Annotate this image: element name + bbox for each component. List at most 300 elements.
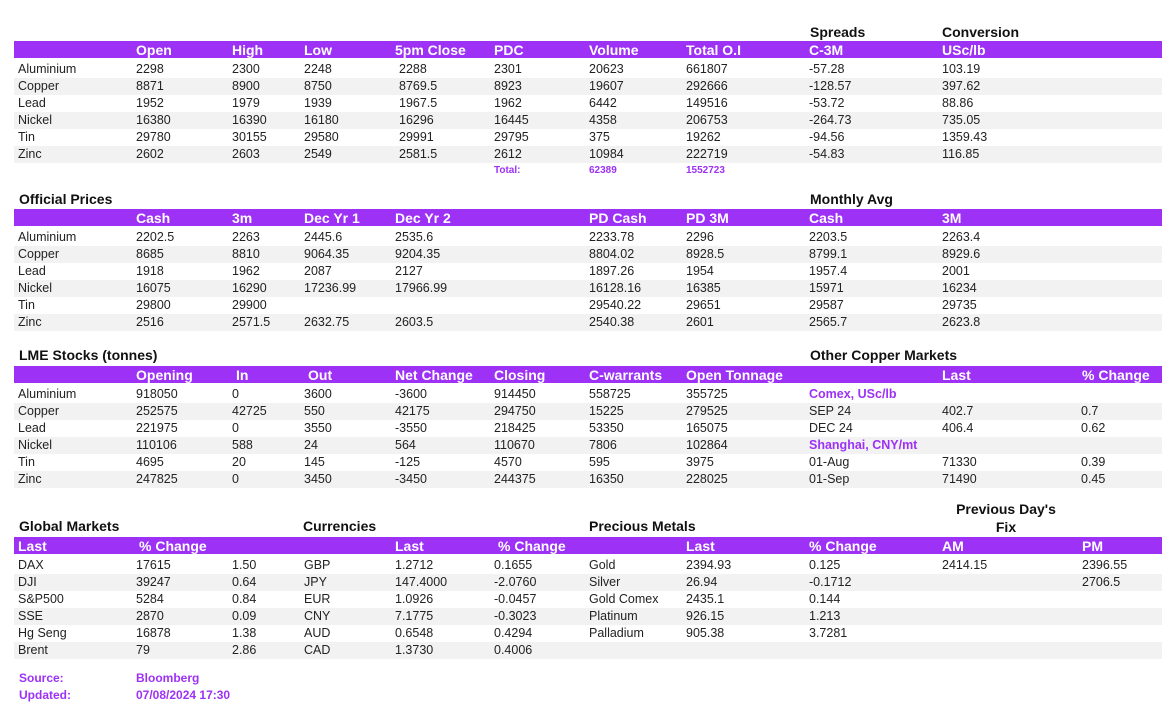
- table-cell: 1979: [232, 96, 260, 110]
- table-cell: 5284: [136, 592, 164, 606]
- table-cell: 4358: [589, 113, 617, 127]
- table-row: [14, 403, 1162, 420]
- col-5pm-close: 5pm Close: [395, 42, 466, 58]
- table-cell: 2603: [232, 147, 260, 161]
- table-cell: 2300: [232, 62, 260, 76]
- previous-day-fix-title: [930, 500, 1082, 536]
- table-cell: -94.56: [809, 130, 845, 144]
- stocks-header-bar: [14, 366, 1162, 383]
- table-cell: -0.0457: [494, 592, 537, 606]
- table-cell: 2549: [304, 147, 332, 161]
- table-row: [14, 471, 1162, 488]
- table-cell: 16234: [942, 281, 977, 295]
- table-cell: JPY: [304, 575, 327, 589]
- col-c-warrants: C-warrants: [589, 367, 663, 383]
- table-cell: 29780: [136, 130, 171, 144]
- table-cell: 71490: [942, 472, 977, 486]
- table-cell: 116.85: [942, 147, 980, 161]
- table-row: [14, 574, 1162, 591]
- currencies-title: Currencies: [303, 518, 377, 534]
- table-cell: 8928.5: [686, 247, 725, 261]
- table-cell: 8900: [232, 79, 260, 93]
- total-volume: 62389: [589, 165, 617, 176]
- table-cell: 2565.7: [809, 315, 848, 329]
- table-cell: 222719: [686, 147, 728, 161]
- table-cell: Hg Seng: [18, 626, 67, 640]
- col-metal-pct-change: % Change: [809, 538, 877, 554]
- table-cell: 2394.93: [686, 558, 732, 572]
- table-cell: 0.6548: [395, 626, 434, 640]
- table-cell: 2540.38: [589, 315, 635, 329]
- table-cell: 0.7: [1081, 404, 1099, 418]
- table-cell: Aluminium: [18, 387, 77, 401]
- table-cell: 01-Sep: [809, 472, 850, 486]
- table-cell: 17966.99: [395, 281, 448, 295]
- table-cell: 1939: [304, 96, 332, 110]
- table-cell: 7.1775: [395, 609, 434, 623]
- table-cell: 6442: [589, 96, 617, 110]
- table-cell: Zinc: [18, 147, 42, 161]
- col-out: Out: [308, 367, 333, 383]
- table-cell: 550: [304, 404, 325, 418]
- table-cell: 8929.6: [942, 247, 981, 261]
- table-cell: 42725: [232, 404, 267, 418]
- table-cell: Silver: [589, 575, 621, 589]
- table-cell: 355725: [686, 387, 728, 401]
- table-cell: 1.213: [809, 609, 841, 623]
- table-row: [14, 386, 1162, 403]
- table-cell: 228025: [686, 472, 728, 486]
- col-dec-yr-2: Dec Yr 2: [395, 210, 451, 226]
- table-cell: 4570: [494, 455, 522, 469]
- table-cell: 3450: [304, 472, 332, 486]
- table-cell: Nickel: [18, 281, 53, 295]
- col-index-last: Last: [18, 538, 47, 554]
- col-avg-3m: 3M: [942, 210, 962, 226]
- table-cell: 2535.6: [395, 230, 434, 244]
- global-header-bar: [14, 537, 1162, 554]
- market-group-label: Shanghai, CNY/mt: [809, 438, 918, 452]
- table-cell: 8799.1: [809, 247, 848, 261]
- table-cell: 206753: [686, 113, 728, 127]
- col-dec-yr-1: Dec Yr 1: [304, 210, 360, 226]
- table-cell: DAX: [18, 558, 44, 572]
- table-row: [14, 625, 1162, 642]
- precious-metals-title: Precious Metals: [589, 518, 696, 534]
- table-cell: 3600: [304, 387, 332, 401]
- table-cell: 17615: [136, 558, 171, 572]
- col-opening: Opening: [136, 367, 193, 383]
- table-cell: 1962: [494, 96, 522, 110]
- table-cell: 110106: [136, 438, 177, 452]
- official-prices-title: Official Prices: [19, 191, 113, 207]
- table-cell: 2435.1: [686, 592, 725, 606]
- table-cell: 2263: [232, 230, 260, 244]
- table-cell: 29991: [399, 130, 434, 144]
- table-row: [14, 642, 1162, 659]
- table-cell: 2612: [494, 147, 522, 161]
- table-cell: 2298: [136, 62, 164, 76]
- table-cell: 16128.16: [589, 281, 642, 295]
- col-fix-am: AM: [942, 538, 964, 554]
- table-cell: 26.94: [686, 575, 718, 589]
- table-cell: -2.0760: [494, 575, 537, 589]
- table-cell: Copper: [18, 79, 59, 93]
- table-cell: Gold: [589, 558, 616, 572]
- table-cell: 3.7281: [809, 626, 848, 640]
- table-cell: 1918: [136, 264, 164, 278]
- table-cell: SSE: [18, 609, 44, 623]
- table-cell: DJI: [18, 575, 37, 589]
- table-cell: 0.144: [809, 592, 841, 606]
- table-cell: 918050: [136, 387, 178, 401]
- table-cell: 20: [232, 455, 246, 469]
- table-cell: -0.3023: [494, 609, 537, 623]
- table-cell: 661807: [686, 62, 728, 76]
- table-cell: 0: [232, 387, 239, 401]
- table-cell: 8685: [136, 247, 164, 261]
- table-cell: 2870: [136, 609, 164, 623]
- table-cell: 0.09: [232, 609, 257, 623]
- source-value: Bloomberg: [136, 671, 200, 685]
- table-cell: AUD: [304, 626, 331, 640]
- table-cell: 292666: [686, 79, 728, 93]
- prices-header-bar: [14, 41, 1162, 58]
- table-cell: Brent: [18, 643, 48, 657]
- col-open: Open: [136, 42, 172, 58]
- table-cell: 1897.26: [589, 264, 635, 278]
- col-pd-3m: PD 3M: [686, 210, 729, 226]
- table-cell: 29540.22: [589, 298, 642, 312]
- table-cell: 0.45: [1081, 472, 1106, 486]
- col-other-last: Last: [942, 367, 971, 383]
- table-cell: -128.57: [809, 79, 852, 93]
- table-cell: 145: [304, 455, 325, 469]
- table-cell: 2.86: [232, 643, 257, 657]
- table-cell: 2087: [304, 264, 332, 278]
- updated-value: 07/08/2024 17:30: [136, 688, 231, 702]
- col-fix-pm: PM: [1082, 538, 1103, 554]
- table-cell: 2445.6: [304, 230, 343, 244]
- table-cell: 926.15: [686, 609, 725, 623]
- table-cell: 16390: [232, 113, 267, 127]
- table-row: [14, 437, 1162, 454]
- table-cell: -3450: [395, 472, 427, 486]
- table-cell: 0: [232, 421, 239, 435]
- previous-day-fix-line-1: Previous Day's: [956, 501, 1056, 517]
- table-cell: Aluminium: [18, 230, 77, 244]
- table-cell: 8804.02: [589, 247, 635, 261]
- table-cell: 2001: [942, 264, 970, 278]
- monthly-avg-title: Monthly Avg: [810, 191, 893, 207]
- table-row: [14, 229, 1162, 246]
- table-cell: 29735: [942, 298, 977, 312]
- table-cell: Aluminium: [18, 62, 77, 76]
- table-cell: 1359.43: [942, 130, 988, 144]
- table-cell: 402.7: [942, 404, 974, 418]
- table-cell: 71330: [942, 455, 977, 469]
- table-cell: 2127: [395, 264, 423, 278]
- table-cell: 588: [232, 438, 253, 452]
- table-cell: 2263.4: [942, 230, 981, 244]
- table-cell: 8769.5: [399, 79, 438, 93]
- table-row: [14, 608, 1162, 625]
- col-low: Low: [304, 42, 332, 58]
- table-cell: 16296: [399, 113, 434, 127]
- table-cell: 221975: [136, 421, 178, 435]
- table-cell: 2301: [494, 62, 522, 76]
- table-cell: 0.125: [809, 558, 841, 572]
- table-cell: Lead: [18, 96, 46, 110]
- table-cell: 29651: [686, 298, 721, 312]
- table-cell: 1954: [686, 264, 714, 278]
- table-row: [14, 420, 1162, 437]
- table-cell: Gold Comex: [589, 592, 659, 606]
- table-cell: Zinc: [18, 315, 42, 329]
- col-fx-last: Last: [395, 538, 424, 554]
- table-cell: 2602: [136, 147, 164, 161]
- col-closing: Closing: [494, 367, 546, 383]
- table-cell: 558725: [589, 387, 631, 401]
- table-cell: 0.84: [232, 592, 257, 606]
- table-cell: EUR: [304, 592, 331, 606]
- table-cell: 2396.55: [1082, 558, 1128, 572]
- col-fx-pct-change: % Change: [498, 538, 566, 554]
- col-volume: Volume: [589, 42, 639, 58]
- table-cell: 8810: [232, 247, 260, 261]
- global-markets-title: Global Markets: [19, 518, 120, 534]
- table-cell: 2601: [686, 315, 714, 329]
- table-cell: 19262: [686, 130, 721, 144]
- table-cell: 0.1655: [494, 558, 533, 572]
- col-cash: Cash: [136, 210, 171, 226]
- table-cell: 15971: [809, 281, 844, 295]
- market-group-label: Comex, USc/lb: [809, 387, 897, 401]
- table-cell: 2233.78: [589, 230, 635, 244]
- table-cell: -264.73: [809, 113, 852, 127]
- table-cell: 30155: [232, 130, 267, 144]
- table-cell: 1962: [232, 264, 260, 278]
- table-cell: 564: [395, 438, 416, 452]
- table-row: [14, 112, 1162, 129]
- table-cell: -54.83: [809, 147, 845, 161]
- table-cell: 3975: [686, 455, 714, 469]
- table-cell: 9064.35: [304, 247, 350, 261]
- table-row: [14, 78, 1162, 95]
- table-cell: -53.72: [809, 96, 845, 110]
- table-cell: 3550: [304, 421, 332, 435]
- table-row: [14, 129, 1162, 146]
- table-cell: 79: [136, 643, 150, 657]
- table-cell: Lead: [18, 264, 46, 278]
- updated-label: Updated:: [19, 688, 71, 702]
- total-open-interest: 1552723: [686, 165, 725, 176]
- table-cell: Copper: [18, 247, 59, 261]
- col-pdc: PDC: [494, 42, 524, 58]
- table-cell: 1.2712: [395, 558, 434, 572]
- table-cell: 165075: [686, 421, 728, 435]
- table-cell: 2706.5: [1082, 575, 1121, 589]
- previous-day-fix-line-2: Fix: [995, 519, 1017, 535]
- table-cell: -125: [395, 455, 421, 469]
- table-cell: 2202.5: [136, 230, 175, 244]
- table-cell: 149516: [686, 96, 728, 110]
- col-in: In: [236, 367, 249, 383]
- col-high: High: [232, 42, 264, 58]
- table-cell: 16180: [304, 113, 339, 127]
- table-row: [14, 61, 1162, 78]
- table-cell: 2632.75: [304, 315, 350, 329]
- table-cell: 2516: [136, 315, 164, 329]
- col-open-tonnage: Open Tonnage: [686, 367, 783, 383]
- table-cell: 0.39: [1081, 455, 1106, 469]
- table-cell: CNY: [304, 609, 331, 623]
- table-cell: Nickel: [18, 113, 53, 127]
- table-cell: 2603.5: [395, 315, 434, 329]
- official-header-bar: [14, 209, 1162, 226]
- col-index-pct-change: % Change: [139, 538, 207, 554]
- table-cell: 397.62: [942, 79, 981, 93]
- table-cell: 914450: [494, 387, 536, 401]
- table-cell: 279525: [686, 404, 728, 418]
- table-cell: 88.86: [942, 96, 974, 110]
- table-cell: 102864: [686, 438, 728, 452]
- table-cell: 0.62: [1081, 421, 1106, 435]
- col-3m: 3m: [232, 210, 253, 226]
- table-cell: -0.1712: [809, 575, 852, 589]
- table-cell: 2296: [686, 230, 714, 244]
- table-cell: 375: [589, 130, 610, 144]
- col-avg-cash: Cash: [809, 210, 844, 226]
- table-cell: 16445: [494, 113, 529, 127]
- table-cell: Platinum: [589, 609, 638, 623]
- table-cell: 0: [232, 472, 239, 486]
- col-total-oi: Total O.I: [686, 42, 741, 58]
- table-cell: 16878: [136, 626, 171, 640]
- table-cell: -3550: [395, 421, 427, 435]
- table-cell: Zinc: [18, 472, 42, 486]
- table-cell: CAD: [304, 643, 331, 657]
- table-cell: 147.4000: [395, 575, 448, 589]
- col-net-change: Net Change: [395, 367, 473, 383]
- table-cell: 103.19: [942, 62, 981, 76]
- table-cell: 2248: [304, 62, 332, 76]
- col-usc-lb: USc/lb: [942, 42, 986, 58]
- table-cell: 53350: [589, 421, 624, 435]
- table-row: [14, 95, 1162, 112]
- table-cell: 19607: [589, 79, 624, 93]
- table-cell: 01-Aug: [809, 455, 850, 469]
- col-metal-last: Last: [686, 538, 715, 554]
- table-cell: Tin: [18, 130, 35, 144]
- table-cell: 595: [589, 455, 610, 469]
- table-cell: -3600: [395, 387, 427, 401]
- source-label: Source:: [19, 671, 64, 685]
- table-cell: 4695: [136, 455, 164, 469]
- table-cell: 8871: [136, 79, 164, 93]
- spreads-title: Spreads: [810, 24, 866, 40]
- table-cell: 1.38: [232, 626, 257, 640]
- table-cell: 20623: [589, 62, 624, 76]
- table-cell: 8923: [494, 79, 522, 93]
- table-cell: S&P500: [18, 592, 64, 606]
- table-cell: 0.4006: [494, 643, 533, 657]
- table-cell: Palladium: [589, 626, 644, 640]
- table-cell: 2288: [399, 62, 427, 76]
- table-cell: 0.4294: [494, 626, 533, 640]
- table-cell: 39247: [136, 575, 171, 589]
- table-cell: 7806: [589, 438, 617, 452]
- table-cell: 1967.5: [399, 96, 438, 110]
- table-cell: 10984: [589, 147, 624, 161]
- col-c-3m: C-3M: [809, 42, 844, 58]
- table-cell: 735.05: [942, 113, 981, 127]
- table-cell: 905.38: [686, 626, 725, 640]
- table-cell: 29580: [304, 130, 339, 144]
- table-cell: 8750: [304, 79, 332, 93]
- table-cell: 1.50: [232, 558, 257, 572]
- table-row: [14, 591, 1162, 608]
- table-cell: 16385: [686, 281, 721, 295]
- table-cell: DEC 24: [809, 421, 853, 435]
- total-label: Total:: [494, 165, 521, 176]
- table-cell: GBP: [304, 558, 331, 572]
- table-cell: 406.4: [942, 421, 974, 435]
- table-cell: 29587: [809, 298, 844, 312]
- col-other-pct-change: % Change: [1082, 367, 1150, 383]
- col-pd-cash: PD Cash: [589, 210, 647, 226]
- table-cell: 24: [304, 438, 318, 452]
- table-cell: 2414.15: [942, 558, 988, 572]
- table-cell: Copper: [18, 404, 59, 418]
- table-cell: 16380: [136, 113, 171, 127]
- table-cell: SEP 24: [809, 404, 852, 418]
- table-cell: 2571.5: [232, 315, 271, 329]
- table-cell: 29900: [232, 298, 267, 312]
- table-cell: 1.0926: [395, 592, 434, 606]
- other-copper-markets-title: Other Copper Markets: [810, 347, 958, 363]
- table-row: [14, 557, 1162, 574]
- table-cell: 42175: [395, 404, 430, 418]
- table-cell: Lead: [18, 421, 46, 435]
- table-cell: -57.28: [809, 62, 845, 76]
- table-cell: 15225: [589, 404, 624, 418]
- table-cell: Tin: [18, 455, 35, 469]
- table-cell: Tin: [18, 298, 35, 312]
- table-row: [14, 280, 1162, 297]
- table-cell: 110670: [494, 438, 535, 452]
- table-row: [14, 454, 1162, 471]
- table-cell: 0.64: [232, 575, 257, 589]
- table-cell: 9204.35: [395, 247, 441, 261]
- table-cell: 16075: [136, 281, 171, 295]
- table-cell: 247825: [136, 472, 178, 486]
- table-cell: 1.3730: [395, 643, 434, 657]
- lme-stocks-title: LME Stocks (tonnes): [19, 347, 158, 363]
- table-row: [14, 297, 1162, 314]
- table-cell: 2203.5: [809, 230, 848, 244]
- table-cell: 1952: [136, 96, 164, 110]
- conversion-title: Conversion: [942, 24, 1020, 40]
- table-cell: 2581.5: [399, 147, 438, 161]
- table-cell: 29800: [136, 298, 171, 312]
- table-row: [14, 314, 1162, 331]
- table-cell: 29795: [494, 130, 529, 144]
- table-row: [14, 263, 1162, 280]
- table-cell: 17236.99: [304, 281, 357, 295]
- table-cell: 244375: [494, 472, 536, 486]
- table-cell: 294750: [494, 404, 536, 418]
